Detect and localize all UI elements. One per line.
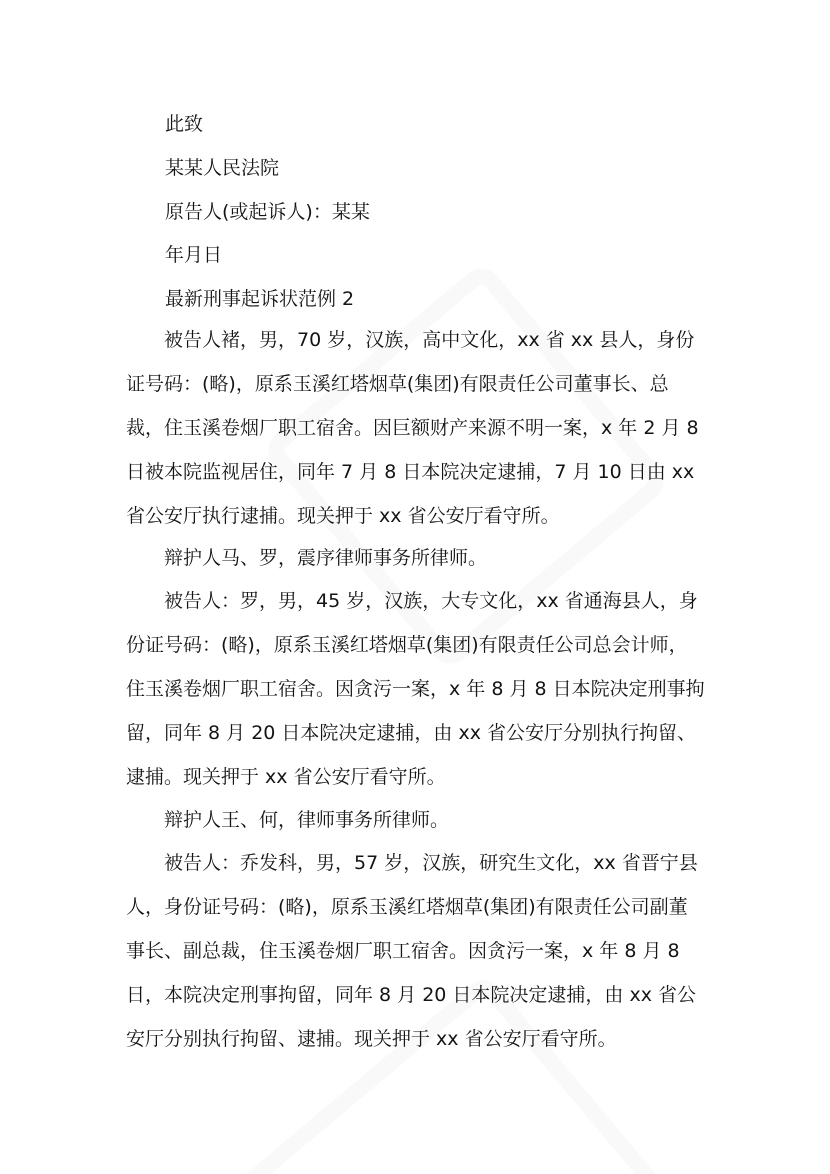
- paragraph-defender-1: 辩护人马、罗，震序律师事务所律师。: [164, 547, 488, 569]
- paragraph-defender-2: 辩护人王、何，律师事务所律师。: [164, 809, 450, 831]
- paragraph-defendant-2: 被告人：罗，男，45 岁，汉族，大专文化，xx 省通海县人，身份证号码：(略)，原系玉溪红塔烟草(集团)有限责任公司总会计师，住玉溪卷烟厂职工宿舍。因贪污一案，x 年 8 月 8 日本院决定刑事拘留，同年 8 月 20 日本院决定逮捕，由 xx 省公安厅分别执行拘留、逮捕。现关押于 xx 省公安厅看守所。: [126, 590, 705, 788]
- court-name: 某某人民法院: [165, 157, 280, 179]
- paragraph-defendant-1: 被告人褚，男，70 岁，汉族，高中文化，xx 省 xx 县人，身份证号码：(略)，原系玉溪红塔烟草(集团)有限责任公司董事长、总裁，住玉溪卷烟厂职工宿舍。因巨额财产来源不明一案，x 年 2 月 8 日被本院监视居住，同年 7 月 8 日本院决定逮捕，7 月 10 日由 xx 省公安厅执行逮捕。现关押于 xx 省公安厅看守所。: [126, 329, 699, 527]
- plaintiff-line: 原告人(或起诉人)：某某: [165, 201, 370, 223]
- closing-salutation: 此致: [165, 113, 204, 135]
- paragraph-defendant-3: 被告人：乔发科，男，57 岁，汉族，研究生文化，xx 省晋宁县人，身份证号码：(略)，原系玉溪红塔烟草(集团)有限责任公司副董事长、副总裁，住玉溪卷烟厂职工宿舍。因贪污一案，x 年 8 月 8 日，本院决定刑事拘留，同年 8 月 20 日本院决定逮捕，由 xx 省公安厅分别执行拘留、逮捕。现关押于 xx 省公安厅看守所。: [126, 852, 698, 1050]
- date-line: 年月日: [165, 244, 223, 266]
- section-title: 最新刑事起诉状范例 2: [165, 288, 355, 310]
